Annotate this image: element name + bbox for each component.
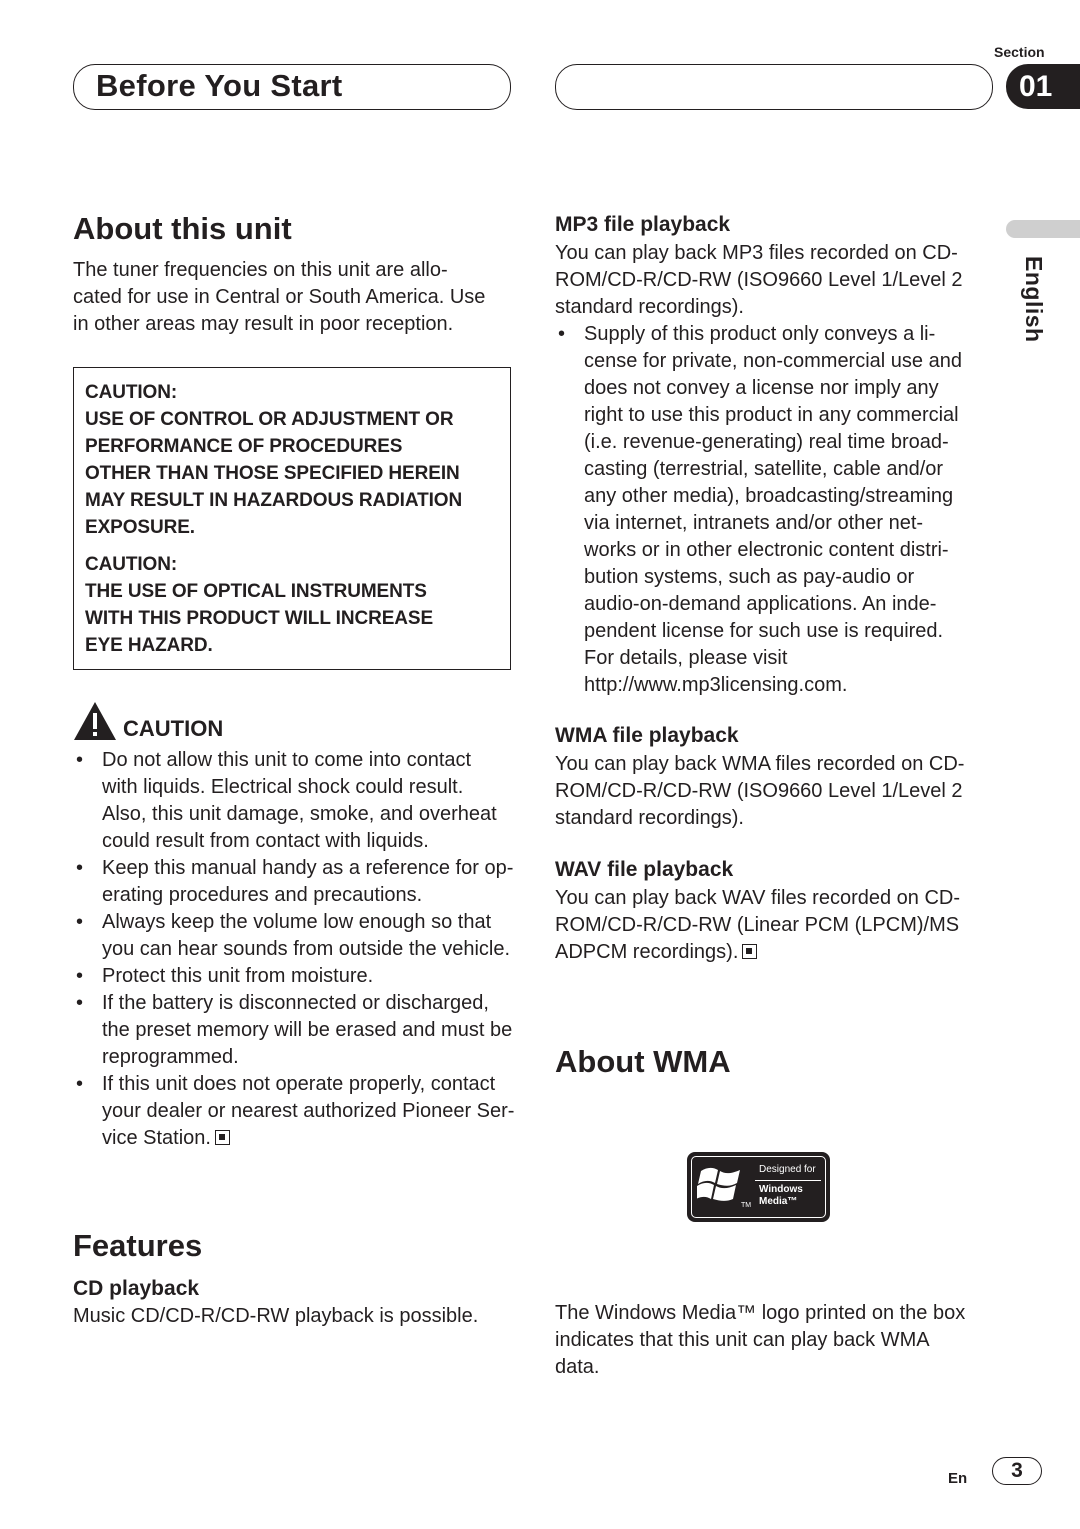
list-item-line: audio-on-demand applications. An inde- [584,593,937,615]
mp3-heading: MP3 file playback [555,213,731,236]
windows-flag-icon [697,1165,743,1205]
wma-text [555,751,995,832]
text-line: standard recordings). [555,296,744,318]
caution-line: WITH THIS PRODUCT WILL INCREASE [85,608,434,629]
list-item-line: pendent license for such use is required. [584,620,944,642]
list-item: • If this unit does not operate properly, contact your dealer or nearest authorized Pioneer Ser- vice Station. [73,1071,518,1152]
text-line: You can play back WMA files recorded on CD- [555,753,965,775]
section-number-badge: 01 [1006,64,1080,109]
text-line-content: ADPCM recordings). [555,941,739,963]
wma-heading: WMA file playback [555,724,739,747]
page-title: Before You Start [96,68,343,103]
caution-label: CAUTION: [85,382,178,403]
list-item: • If the battery is disconnected or discharged, the preset memory will be erased and must be reprogrammed. [73,990,518,1071]
logo-windows-media [759,1184,823,1208]
list-item-line [102,1125,518,1152]
list-item-line: with liquids. Electrical shock could result. [102,776,464,798]
list-item-line: Supply of this product only conveys a li- [584,323,936,345]
list-item-line: Also, this unit damage, smoke, and overheat [102,803,497,825]
text-line [555,939,995,966]
caution-line: EYE HAZARD. [85,635,213,656]
list-item-line: works or in other electronic content distri- [584,539,949,561]
caution-label: CAUTION: [85,554,178,575]
list-item-text: vice Station. [102,1127,211,1149]
list-item: • Always keep the volume low enough so that you can hear sounds from outside the vehicle. [73,909,518,963]
logo-tm: TM [741,1202,752,1209]
text-line: You can play back WAV files recorded on CD- [555,887,961,909]
list-item-line: Keep this manual handy as a reference for op- [102,857,514,879]
text-line: data. [555,1356,600,1378]
logo-designed-for: Designed for [759,1164,816,1175]
header-title-pill [73,64,511,110]
list-item-line: For details, please visit [584,647,788,669]
header-blank-pill [555,64,993,110]
intro-line: The tuner frequencies on this unit are allo- [73,259,448,281]
text-line: The Windows Media™ logo printed on the box [555,1302,966,1324]
section-label: Section [994,44,1045,60]
caution-label: CAUTION [123,716,224,741]
logo-media-text: Media™ [759,1196,798,1207]
language-tab-label: English [1021,256,1047,343]
list-item: • Keep this manual handy as a reference for op- erating procedures and precautions. [73,855,518,909]
list-item: • Protect this unit from moisture. [73,963,518,990]
caution-line: EXPOSURE. [85,517,195,538]
page-number: 3 [992,1457,1042,1485]
logo-windows-text: Windows [759,1184,803,1195]
caution-block [85,551,499,659]
caution-line: PERFORMANCE OF PROCEDURES [85,436,403,457]
list-item-line: Always keep the volume low enough so that [102,911,492,933]
list-item-line: bution systems, such as pay-audio or [584,566,915,588]
warning-triangle-icon [73,700,117,742]
list-item-line: does not convey a license nor imply any [584,377,939,399]
logo-divider [755,1180,821,1181]
list-item-line: cense for private, non-commercial use and [584,350,962,372]
list-item-line: If the battery is disconnected or discharged, [102,992,489,1014]
caution-block [85,379,499,541]
language-abbreviation: En [948,1470,968,1487]
text-line: indicates that this unit can play back WMA [555,1329,930,1351]
list-item-line: could result from contact with liquids. [102,830,429,852]
about-unit-heading: About this unit [73,211,292,246]
caution-line: OTHER THAN THOSE SPECIFIED HEREIN [85,463,460,484]
list-item: • Do not allow this unit to come into contact with liquids. Electrical shock could result. Also, this unit damage, smoke, and overheat could result from contact with liquids. [73,747,518,855]
about-wma-heading: About WMA [555,1044,731,1079]
caution-line: THE USE OF OPTICAL INSTRUMENTS [85,581,427,602]
list-item-line: you can hear sounds from outside the vehicle. [102,938,511,960]
end-mark-icon [742,944,757,959]
intro-line: in other areas may result in poor reception. [73,313,454,335]
cd-playback-text: Music CD/CD-R/CD-RW playback is possible. [73,1305,479,1327]
wav-text [555,885,995,966]
list-item-line: your dealer or nearest authorized Pioneer Ser- [102,1100,515,1122]
list-item-line: If this unit does not operate properly, contact [102,1073,496,1095]
list-item-line: Do not allow this unit to come into contact [102,749,472,771]
mp3-license-list [555,321,1000,699]
laser-caution-box [73,367,511,670]
caution-list [73,747,518,1152]
list-item-line: reprogrammed. [102,1046,239,1068]
features-heading: Features [73,1228,203,1263]
about-unit-intro [73,257,518,338]
text-line: ROM/CD-R/CD-RW (ISO9660 Level 1/Level 2 [555,780,963,802]
list-item-line: erating procedures and precautions. [102,884,423,906]
list-item-line: casting (terrestrial, satellite, cable and/or [584,458,944,480]
language-tab-marker [1006,220,1080,238]
cd-playback-heading: CD playback [73,1277,200,1300]
wav-heading: WAV file playback [555,858,734,881]
text-line: standard recordings). [555,807,744,829]
intro-line: cated for use in Central or South America. Use [73,286,486,308]
windows-media-logo [687,1152,830,1222]
about-wma-text [555,1300,995,1381]
mp3-text [555,240,995,321]
list-item-line: right to use this product in any commercial [584,404,959,426]
list-item: • Supply of this product only conveys a li- cense for private, non-commercial use and does not convey a license nor imply any right to use this product in any commercial (i.e. revenue-generating) real time broad- casting (terrestrial, satellite, cable and/or any other media), broadcasting/streaming via internet, intranets and/or other net- works or in other electronic content distri- bution systems, such as pay-audio or audio-on-demand applications. An inde- pendent license for such use is required. For details, please visit http://www.mp3licensing.com. [555,321,1000,699]
text-line: ROM/CD-R/CD-RW (ISO9660 Level 1/Level 2 [555,269,963,291]
list-item-line: the preset memory will be erased and must be [102,1019,513,1041]
list-item-line: via internet, intranets and/or other net- [584,512,924,534]
caution-line: MAY RESULT IN HAZARDOUS RADIATION [85,490,463,511]
mp3-licensing-url: http://www.mp3licensing.com. [584,674,848,696]
caution-line: USE OF CONTROL OR ADJUSTMENT OR [85,409,454,430]
list-item-line: Protect this unit from moisture. [102,965,374,987]
list-item-line: any other media), broadcasting/streaming [584,485,954,507]
list-item-line: (i.e. revenue-generating) real time broad- [584,431,949,453]
text-line: ROM/CD-R/CD-RW (Linear PCM (LPCM)/MS [555,914,960,936]
text-line: You can play back MP3 files recorded on CD- [555,242,958,264]
end-mark-icon [215,1130,230,1145]
